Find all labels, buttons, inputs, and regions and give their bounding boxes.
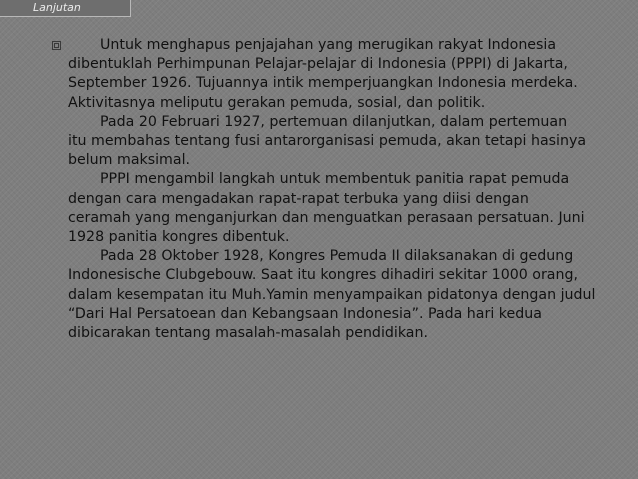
- paragraph-block: [68, 170, 618, 247]
- paragraph: PPPI mengambil langkah untuk membentuk panitia rapat pemuda dengan cara mengadakan rapat-rapat terbuka yang diisi dengan ceramah yang menganjurkan dan menguatkan perasaan persatuan. Juni 1928 panitia kongres dibentuk.: [68, 171, 585, 246]
- slide-tab-label: Lanjutan: [0, 0, 131, 17]
- paragraph-block: [68, 247, 618, 343]
- paragraph: Untuk menghapus penjajahan yang merugikan rakyat Indonesia dibentuklah Perhimpunan Pelajar-pelajar di Indonesia (PPPI) di Jakarta, September 1926. Tujuannya intik memperjuangkan Indonesia merdeka. Aktivitasnya meliputu gerakan pemuda, sosial, dan politik.: [68, 37, 578, 111]
- paragraph: Pada 28 Oktober 1928, Kongres Pemuda II dilaksanakan di gedung Indonesische Clubgebouw. Saat itu kongres dihadiri sekitar 1000 orang, dalam kesempatan itu Muh.Yamin menyampaikan pidatonya dengan judul “Dari Hal Persatoean dan Kebangsaan Indonesia”. Pada hari kedua dibicarakan tentang masalah-masalah pendidikan.: [68, 248, 596, 342]
- paragraph-block: [68, 36, 618, 113]
- paragraph: Pada 20 Februari 1927, pertemuan dilanjutkan, dalam pertemuan itu membahas tentang fusi antarorganisasi pemuda, akan tetapi hasinya belum maksimal.: [68, 113, 587, 169]
- nested-square-bullet-icon: [52, 41, 61, 50]
- slide-content: [68, 36, 618, 343]
- paragraph-block: [68, 113, 618, 171]
